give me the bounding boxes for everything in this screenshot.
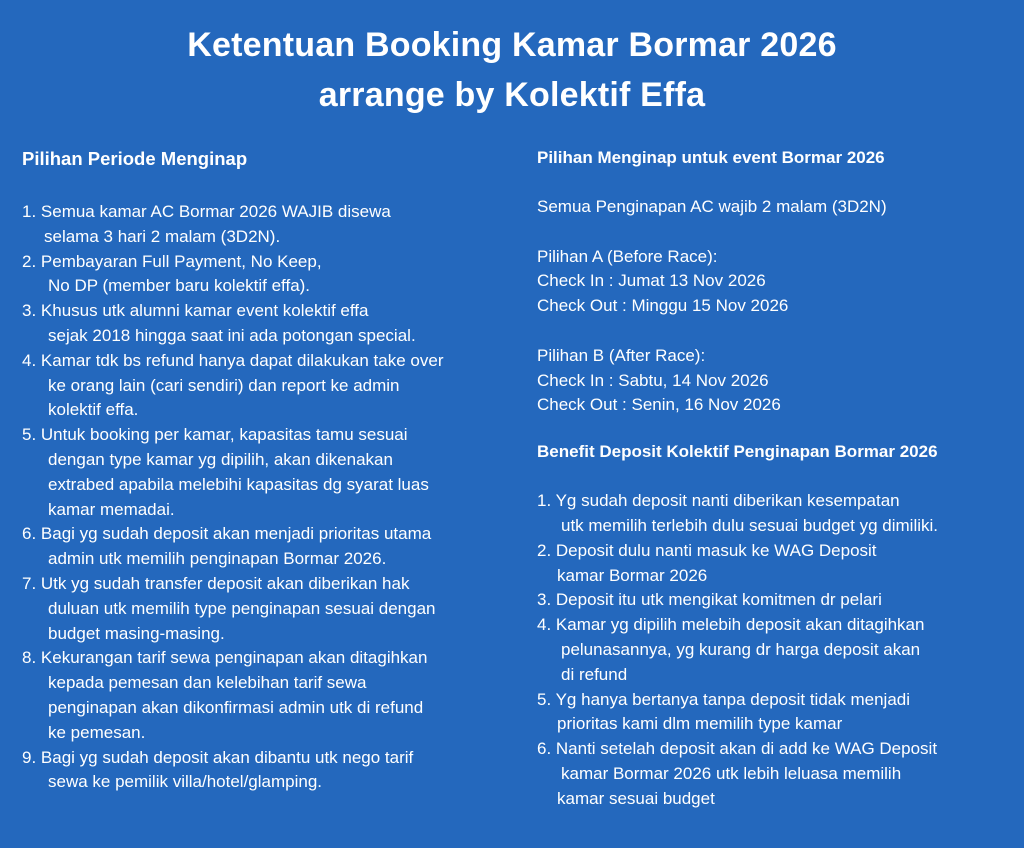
list-item: [537, 613, 1007, 687]
option-a-checkin: Check In : Jumat 13 Nov 2026: [537, 271, 766, 291]
option-b-checkout: Check Out : Senin, 16 Nov 2026: [537, 395, 781, 415]
list-item-line: kepada pemesan dan kelebihan tarif sewa: [48, 673, 367, 693]
list-item-line: sejak 2018 hingga saat ini ada potongan special.: [48, 325, 416, 345]
list-item-line: utk memilih terlebih dulu sesuai budget yg dimiliki.: [561, 515, 939, 535]
list-item-line: 4. Kamar tdk bs refund hanya dapat dilakukan take over: [22, 350, 444, 370]
list-item-line: ke pemesan.: [48, 722, 146, 742]
list-item: [537, 688, 1007, 738]
list-item-line: 1. Semua kamar AC Bormar 2026 WAJIB disewa: [22, 202, 391, 221]
left-column: [22, 146, 502, 795]
option-a: [537, 245, 1007, 319]
intro-text: Semua Penginapan AC wajib 2 malam (3D2N): [537, 197, 887, 216]
list-item: [22, 200, 502, 250]
list-item: [22, 250, 502, 300]
list-item-line: 2. Pembayaran Full Payment, No Keep,: [22, 251, 322, 271]
list-item-line: 2. Deposit dulu nanti masuk ke WAG Deposit: [537, 540, 877, 560]
list-item: [22, 349, 502, 423]
benefits-list: [537, 489, 1007, 811]
option-a-checkout: Check Out : Minggu 15 Nov 2026: [537, 296, 789, 316]
list-item: [22, 572, 502, 646]
title-line-1: Ketentuan Booking Kamar Bormar 2026: [187, 26, 837, 64]
list-item: [22, 646, 502, 745]
list-item: [537, 737, 1007, 811]
list-item-line: 1. Yg sudah deposit nanti diberikan kesempatan: [537, 491, 900, 511]
list-item-line: 7. Utk yg sudah transfer deposit akan diberikan hak: [22, 573, 410, 593]
left-heading: Pilihan Periode Menginap: [22, 148, 248, 169]
option-b-checkin: Check In : Sabtu, 14 Nov 2026: [537, 370, 769, 390]
list-item-line: admin utk memilih penginapan Bormar 2026.: [48, 549, 387, 569]
list-item-line: ke orang lain (cari sendiri) dan report ke admin: [48, 375, 400, 395]
list-item-line: sewa ke pemilik villa/hotel/glamping.: [48, 772, 323, 792]
list-item: [22, 423, 502, 522]
list-item: [537, 588, 1007, 613]
list-item-line: kamar sesuai budget: [557, 788, 715, 808]
option-a-label: Pilihan A (Before Race):: [537, 246, 718, 266]
title-line-2: arrange by Kolektif Effa: [318, 76, 706, 114]
list-item-line: 6. Bagi yg sudah deposit akan menjadi prioritas utama: [22, 524, 432, 544]
list-item-line: di refund: [561, 664, 628, 684]
list-item-line: 5. Yg hanya bertanya tanpa deposit tidak menjadi: [537, 689, 911, 709]
list-item: [537, 489, 1007, 539]
list-item-line: budget masing-masing.: [48, 623, 225, 643]
list-item-line: kamar Bormar 2026 utk lebih leluasa memilih: [561, 763, 902, 783]
list-item-line: kamar Bormar 2026: [557, 565, 708, 585]
list-item: [22, 299, 502, 349]
list-item-line: 3. Khusus utk alumni kamar event kolektif effa: [22, 301, 369, 321]
list-item: [22, 746, 502, 796]
list-item: [22, 522, 502, 572]
right-heading-options: Pilihan Menginap untuk event Bormar 2026: [537, 148, 885, 167]
list-item-line: selama 3 hari 2 malam (3D2N).: [44, 226, 281, 246]
list-item-line: 4. Kamar yg dipilih melebih deposit akan ditagihkan: [537, 615, 925, 635]
list-item-line: kolektif effa.: [48, 400, 139, 420]
list-item-line: 8. Kekurangan tarif sewa penginapan akan ditagihkan: [22, 648, 428, 668]
list-item-line: 5. Untuk booking per kamar, kapasitas tamu sesuai: [22, 425, 408, 445]
list-item-line: 9. Bagi yg sudah deposit akan dibantu utk nego tarif: [22, 747, 414, 767]
list-item-line: prioritas kami dlm memilih type kamar: [557, 714, 843, 734]
right-column: [537, 146, 1007, 812]
right-heading-benefits: Benefit Deposit Kolektif Penginapan Bormar 2026: [537, 442, 938, 462]
list-item-line: 6. Nanti setelah deposit akan di add ke WAG Deposit: [537, 739, 938, 759]
rules-list: [22, 200, 502, 795]
list-item-line: 3. Deposit itu utk mengikat komitmen dr pelari: [537, 590, 882, 610]
list-item-line: No DP (member baru kolektif effa).: [48, 276, 311, 296]
list-item-line: dengan type kamar yg dipilih, akan dikenakan: [48, 449, 393, 469]
list-item-line: kamar memadai.: [48, 499, 175, 519]
list-item-line: penginapan akan dikonfirmasi admin utk di refund: [48, 697, 424, 717]
option-b: [537, 344, 1007, 418]
list-item-line: extrabed apabila melebihi kapasitas dg syarat luas: [48, 474, 429, 494]
list-item-line: duluan utk memilih type penginapan sesuai dengan: [48, 598, 436, 618]
option-b-label: Pilihan B (After Race):: [537, 345, 706, 365]
list-item-line: pelunasannya, yg kurang dr harga deposit akan: [561, 639, 921, 659]
list-item: [537, 539, 1007, 589]
